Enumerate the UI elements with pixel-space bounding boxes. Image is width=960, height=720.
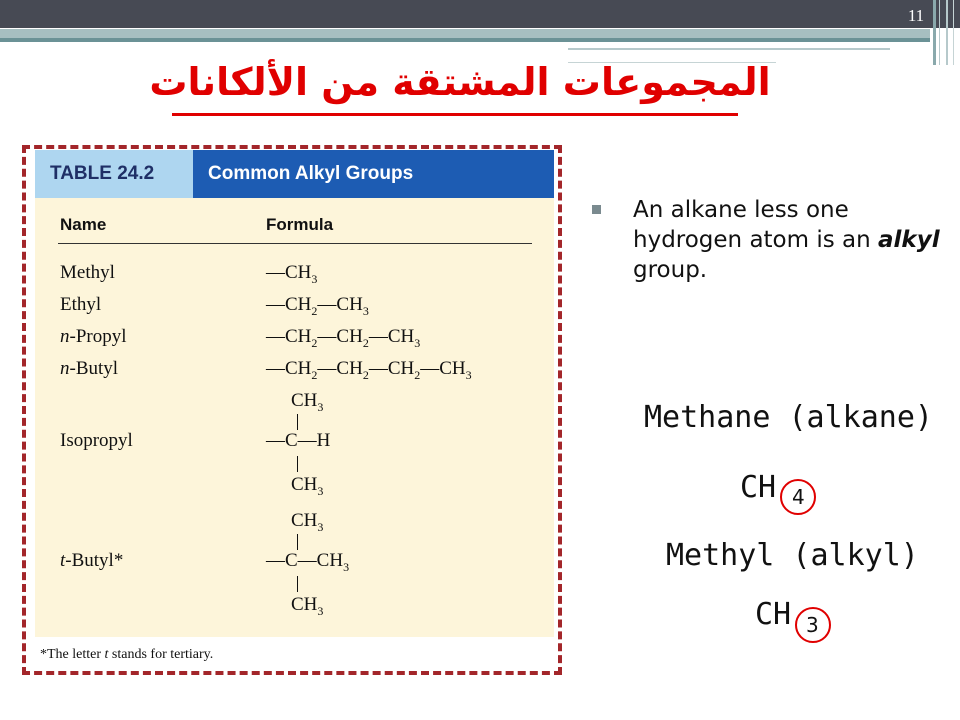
methyl-label: Methyl (alkyl) — [666, 538, 919, 573]
bullet-icon — [592, 205, 601, 214]
bullet-emphasis: alkyl — [878, 227, 940, 253]
footnote-letter: t — [104, 647, 109, 662]
slide-title: المجموعات المشتقة من الألكانات — [149, 60, 771, 104]
methane-label: Methane (alkane) — [644, 400, 933, 435]
formula-isopropyl-top: $CH_3$ — [291, 390, 324, 414]
methane-subscript: 4 — [792, 485, 805, 509]
row-name-n-propyl — [60, 326, 127, 348]
formula-isopropyl: —C—H — [266, 430, 331, 451]
formula-t-butyl: $—C—CH_3$ — [266, 550, 350, 574]
footnote-text: stands for tertiary. — [108, 647, 214, 662]
row-name-t-butyl — [60, 550, 123, 572]
header-rule — [58, 243, 532, 244]
formula-methyl: $—CH_3$ — [266, 262, 318, 286]
table-label: TABLE 24.2 — [50, 163, 155, 184]
row-name-methyl: Methyl — [60, 262, 115, 283]
formula-ethyl: $—CH_2—CH_3$ — [266, 294, 369, 318]
row-name-isopropyl: Isopropyl — [60, 430, 133, 451]
bullet-text-start: An alkane less one hydrogen atom is an — [633, 197, 879, 253]
decor-vline — [933, 0, 936, 65]
row-label: -Butyl — [69, 358, 119, 379]
formula-isopropyl-bottom: $CH_3$ — [291, 474, 324, 498]
decor-vline — [953, 0, 954, 65]
table-footnote — [40, 647, 213, 663]
slide-top-bar — [0, 0, 960, 28]
row-label: -Propyl — [69, 326, 127, 347]
row-label: -Butyl* — [65, 550, 124, 571]
bond-line — [297, 576, 298, 592]
methyl-subscript: 3 — [806, 613, 819, 637]
footnote-text: *The letter — [40, 647, 105, 662]
formula-t-butyl-top: $CH_3$ — [291, 510, 324, 534]
formula-n-propyl: $—CH_2—CH_2—CH_3$ — [266, 326, 421, 350]
bullet-text-end: group. — [633, 257, 708, 283]
slide-number: 11 — [907, 6, 925, 25]
prefix: n — [60, 358, 70, 379]
formula-t-butyl-bottom: $CH_3$ — [291, 594, 324, 618]
bond-line — [297, 414, 298, 430]
prefix: t — [60, 550, 66, 571]
decor-vline — [939, 0, 940, 65]
title-underline — [172, 113, 738, 116]
row-name-ethyl: Ethyl — [60, 294, 102, 315]
column-header-formula: Formula — [266, 215, 334, 234]
column-header-name: Name — [60, 215, 107, 234]
bullet-text — [633, 195, 943, 285]
bond-line — [297, 456, 298, 472]
decor-band — [0, 29, 930, 38]
methane-formula: CH — [740, 470, 777, 505]
decor-vline — [946, 0, 948, 65]
prefix: n — [60, 326, 70, 347]
table-caption: Common Alkyl Groups — [208, 163, 414, 184]
decor-line — [568, 48, 890, 50]
formula-n-butyl: $—CH_2—CH_2—CH_2—CH_3$ — [266, 358, 472, 382]
decor-band-dark — [0, 38, 930, 42]
row-name-n-butyl — [60, 358, 118, 380]
bond-line — [297, 534, 298, 550]
methyl-formula: CH — [755, 597, 792, 632]
